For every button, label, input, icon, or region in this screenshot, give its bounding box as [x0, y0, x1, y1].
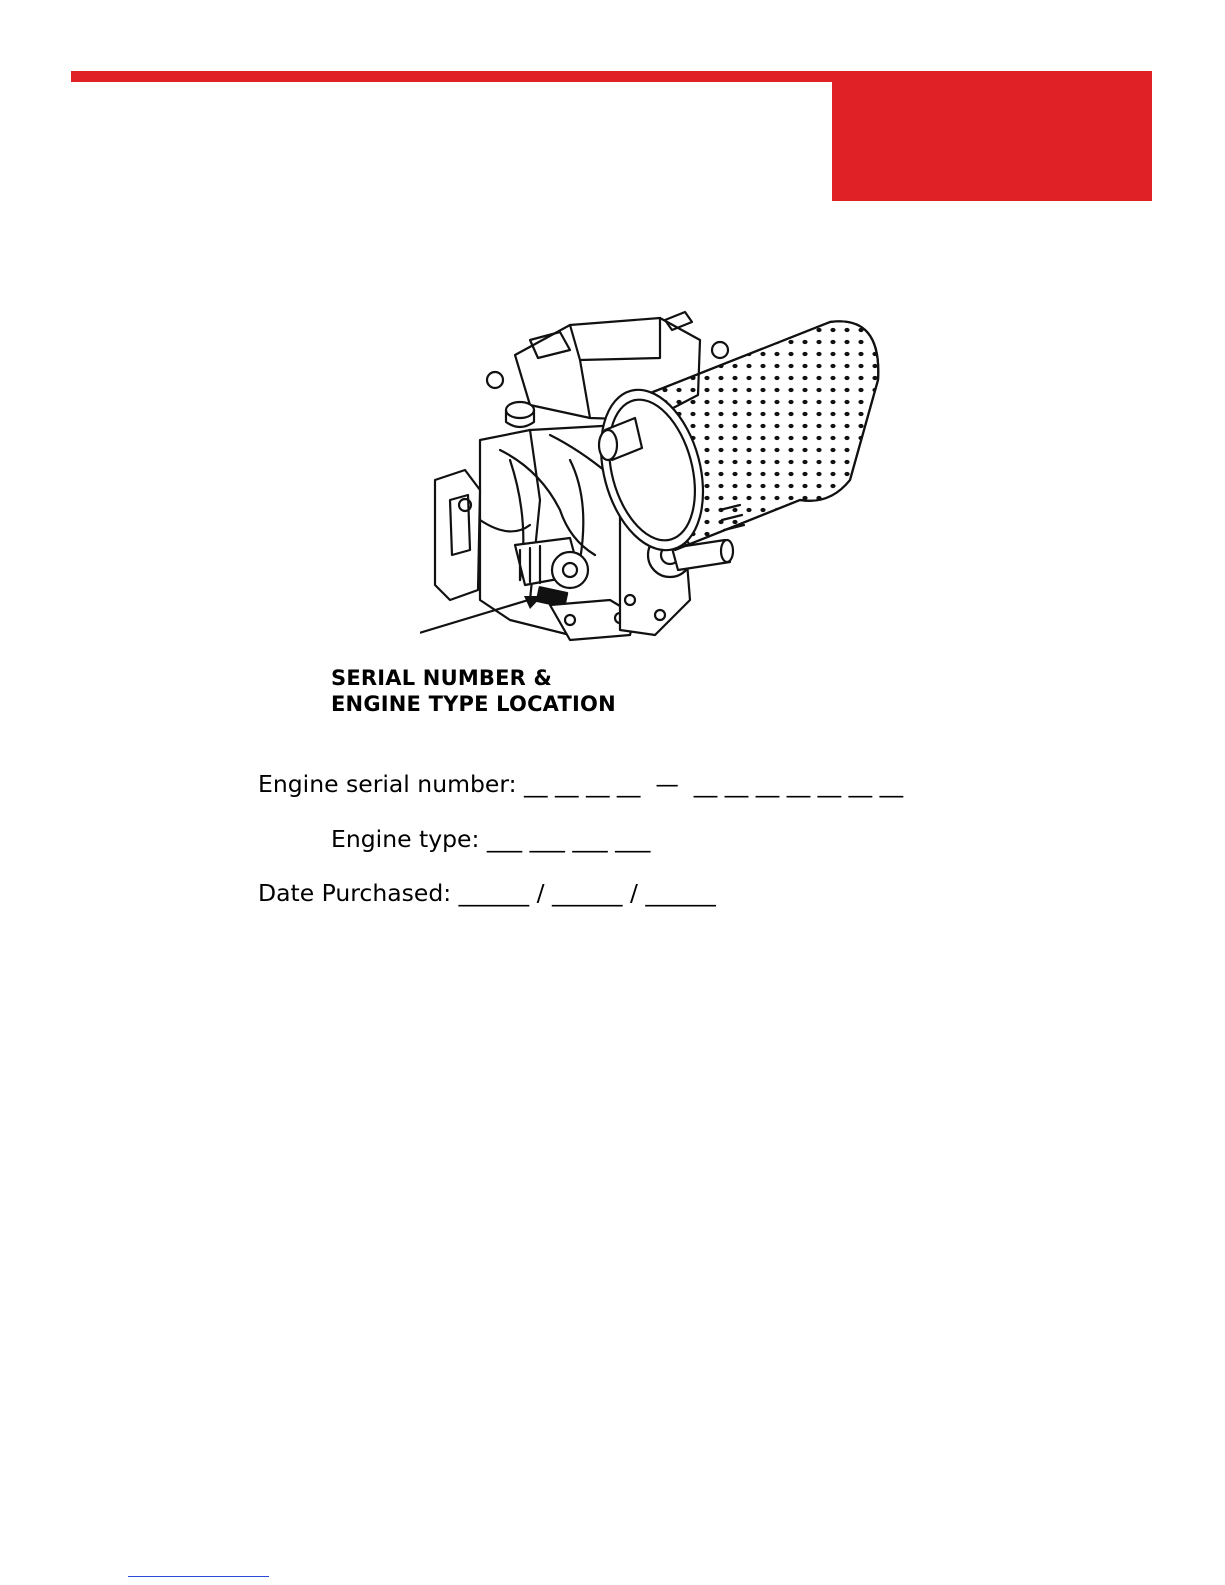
engine-type-blanks[interactable]: ___ ___ ___ ___ [486, 825, 651, 853]
serial-location-callout [331, 665, 616, 717]
date-purchased-field [258, 879, 716, 907]
footer-link-underline[interactable] [128, 1576, 269, 1577]
serial-number-field [258, 770, 903, 798]
header-red-corner-block [832, 71, 1152, 201]
engine-type-field [331, 825, 650, 853]
engine-illustration [420, 300, 910, 660]
date-purchased-label: Date Purchased: [258, 879, 452, 907]
serial-number-blanks[interactable]: __ __ __ __ — __ __ __ __ __ __ __ [524, 770, 904, 798]
callout-line-1: SERIAL NUMBER & [331, 666, 553, 690]
engine-type-label: Engine type: [331, 825, 480, 853]
callout-line-2: ENGINE TYPE LOCATION [331, 692, 616, 716]
serial-number-label: Engine serial number: [258, 770, 517, 798]
date-purchased-blanks[interactable]: ______ / ______ / ______ [458, 879, 716, 907]
